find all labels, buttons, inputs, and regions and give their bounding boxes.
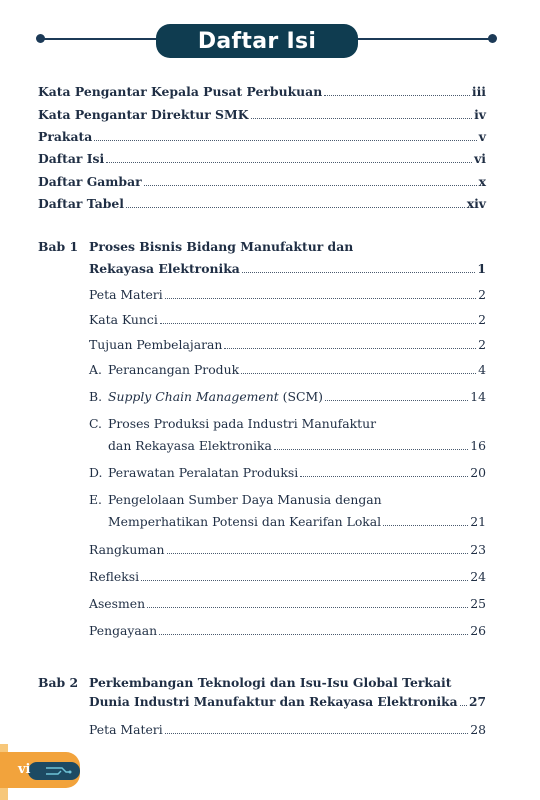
toc-section-entry[interactable]: [89, 362, 486, 377]
chapter-number: Bab 1: [38, 239, 79, 254]
section-letter: E.: [89, 492, 102, 507]
section-letter: B.: [89, 389, 103, 404]
toc-entry-label: Kata Pengantar Kepala Pusat Perbukuan: [38, 84, 323, 99]
toc-entry-page: x: [478, 174, 486, 189]
toc-entry-page: 24: [470, 569, 486, 584]
toc-entry-label: Asesmen: [89, 596, 146, 611]
toc-entry-page: vi: [474, 151, 486, 166]
toc-entry-page: 1: [477, 261, 486, 276]
toc-entry-label: dan Rekayasa Elektronika: [108, 438, 272, 453]
section-letter: A.: [89, 362, 102, 377]
toc-entry-label: Pengelolaan Sumber Daya Manusia dengan: [108, 492, 382, 507]
toc-entry-page: iv: [474, 107, 486, 122]
toc-entry-page: 20: [470, 465, 486, 480]
toc-entry-label: Tujuan Pembelajaran: [89, 337, 223, 352]
section-letter: D.: [89, 465, 103, 480]
toc-entry-label: Daftar Isi: [38, 151, 105, 166]
toc-entry[interactable]: [38, 174, 486, 189]
chapter-title-line: Perkembangan Teknologi dan Isu-Isu Global Terkait: [89, 675, 452, 690]
toc-entry-page: 2: [478, 312, 486, 327]
dot-leader: [165, 733, 469, 734]
dot-leader: [300, 476, 468, 477]
toc-entry[interactable]: [38, 84, 486, 99]
toc-entry-label: Proses Produksi pada Industri Manufaktur: [108, 416, 377, 431]
dot-leader: [165, 298, 476, 299]
toc-entry-page: 28: [470, 722, 486, 737]
toc-entry[interactable]: [89, 337, 486, 352]
header-rule-dot-left: [36, 34, 45, 43]
section-letter: C.: [89, 416, 102, 431]
dot-leader: [324, 95, 470, 96]
toc-entry[interactable]: [89, 542, 486, 557]
toc-entry-page: 25: [470, 596, 486, 611]
toc-entry-page: 2: [478, 287, 486, 302]
toc-entry-page: 27: [469, 695, 486, 709]
toc-section-entry[interactable]: [108, 438, 486, 453]
chapter-number: Bab 2: [38, 675, 79, 690]
dot-leader: [460, 705, 468, 706]
dot-leader: [94, 140, 477, 141]
toc-entry-page: iii: [471, 84, 486, 99]
dot-leader: [274, 449, 468, 450]
chapter-title-line: Dunia Industri Manufaktur dan Rekayasa Elektronika: [89, 695, 458, 709]
toc-entry[interactable]: [38, 129, 486, 144]
toc-entry-page: 23: [470, 542, 486, 557]
toc-entry-label: Refleksi: [89, 569, 140, 584]
toc-entry-label: Pengayaan: [89, 623, 158, 638]
dot-leader: [241, 373, 476, 374]
toc-entry-page: v: [478, 129, 486, 144]
toc-entry-page: 26: [470, 623, 486, 638]
toc-entry[interactable]: [89, 569, 486, 584]
toc-entry-label: Daftar Tabel: [38, 196, 125, 211]
toc-entry-label: Perawatan Peralatan Produksi: [108, 465, 299, 480]
dot-leader: [251, 118, 473, 119]
chapter-entry[interactable]: [89, 695, 486, 709]
toc-entry-label: Perancangan Produk: [108, 362, 240, 377]
chapter-entry[interactable]: [89, 261, 486, 276]
toc-section-entry[interactable]: [89, 389, 486, 404]
toc-entry-label: Rangkuman: [89, 542, 165, 557]
dot-leader: [106, 162, 472, 163]
toc-entry-label: Daftar Gambar: [38, 174, 142, 189]
toc-entry[interactable]: [89, 312, 486, 327]
toc-section-entry[interactable]: [89, 465, 486, 480]
toc-entry[interactable]: [89, 722, 486, 737]
toc-entry-label: Kata Pengantar Direktur SMK: [38, 107, 249, 122]
toc-entry-label: Peta Materi: [89, 287, 163, 302]
toc-entry-label: Peta Materi: [89, 722, 163, 737]
dot-leader: [144, 185, 477, 186]
dot-leader: [159, 634, 468, 635]
header-rule-dot-right: [488, 34, 497, 43]
toc-entry-page: 2: [478, 337, 486, 352]
toc-entry-page: 14: [470, 389, 486, 404]
dot-leader: [167, 553, 469, 554]
toc-entry-page: xiv: [466, 196, 486, 211]
dot-leader: [242, 272, 476, 273]
dot-leader: [147, 607, 468, 608]
toc-entry[interactable]: [89, 623, 486, 638]
dot-leader: [160, 323, 476, 324]
page-number: vi: [18, 762, 31, 777]
toc-entry[interactable]: [38, 151, 486, 166]
dot-leader: [325, 400, 468, 401]
dot-leader: [126, 207, 465, 208]
toc-entry[interactable]: [38, 107, 486, 122]
toc-entry-page: 21: [470, 514, 486, 529]
toc-entry-label: (SCM): [278, 389, 323, 404]
chapter-title-line: Proses Bisnis Bidang Manufaktur dan: [89, 239, 354, 254]
toc-entry-page: 4: [478, 362, 486, 377]
toc-entry[interactable]: [89, 287, 486, 302]
page-title: Daftar Isi: [156, 24, 358, 58]
dot-leader: [141, 580, 468, 581]
toc-entry-label: Memperhatikan Potensi dan Kearifan Lokal: [108, 514, 382, 529]
toc-entry[interactable]: [38, 196, 486, 211]
toc-section-line: [89, 416, 376, 431]
toc-entry[interactable]: [89, 596, 486, 611]
dot-leader: [224, 348, 476, 349]
toc-section-line: [89, 492, 382, 507]
dot-leader: [383, 525, 468, 526]
toc-entry-label: Kata Kunci: [89, 312, 158, 327]
chapter-title-line: Rekayasa Elektronika: [89, 261, 240, 276]
toc-section-entry[interactable]: [108, 514, 486, 529]
toc-entry-label: Prakata: [38, 129, 93, 144]
toc-entry-page: 16: [470, 438, 486, 453]
circuit-line-icon: [44, 764, 72, 778]
toc-entry-label-italic: Supply Chain Management: [108, 389, 279, 404]
